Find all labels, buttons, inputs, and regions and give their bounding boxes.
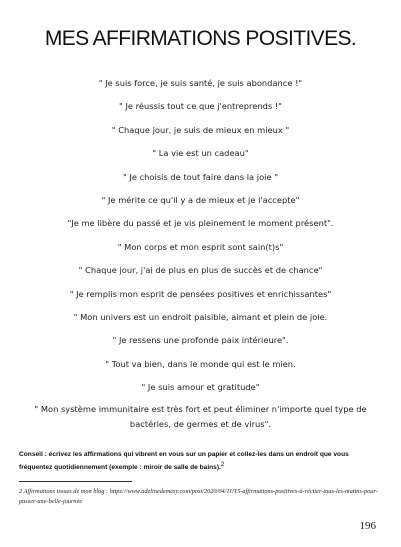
affirmation-item: " Tout va bien, dans le monde qui est le mien.: [105, 358, 296, 369]
affirmation-item: " Je ressens une profonde paix intérieure".: [112, 335, 289, 346]
affirmation-item: " La vie est un cadeau": [152, 148, 249, 159]
page-title: MES AFFIRMATIONS POSITIVES.: [44, 27, 357, 50]
affirmation-item: " Mon système immunitaire est très fort et peut éliminer n'importe quel type de bactéries, de germes et de virus".: [34, 404, 367, 430]
affirmation-item: " Je choisis de tout faire dans la joie ": [122, 171, 279, 182]
affirmation-item: " Je suis amour et gratitude": [141, 382, 260, 393]
advice-text: Conseil : écrivez les affirmations qui vibrent en vous sur un papier et collez-les dans un endroit que vous fréquentez quotidiennement (exemple : miroir de salle de bains).: [19, 451, 349, 472]
footnote: 2 Affirmations issues de mon blog : https://www.adelinedemesy.com/post/2020/04/11/15-affirmations-positives-à-réciter-tous-les-matins-pour-passer-une-belle-journée: [19, 488, 378, 505]
affirmation-item: " Je réussis tout ce que j'entreprends !": [119, 101, 282, 112]
affirmation-item: " Je suis force, je suis santé, je suis abondance !": [98, 78, 303, 88]
affirmation-item: " Chaque jour, je suis de mieux en mieux ": [111, 124, 290, 135]
affirmation-item: " Je mérite ce qu'il y a de mieux et je l'accepte": [101, 194, 300, 205]
affirmation-item: " Mon univers est un endroit paisible, aimant et plein de joie.: [73, 311, 328, 322]
page-number: 196: [359, 520, 376, 532]
affirmations-list: [28, 75, 373, 440]
affirmation-item: " Mon corps et mon esprit sont sain(t)s": [117, 241, 284, 252]
footnote-separator: [19, 481, 132, 482]
affirmation-item: " Chaque jour, j'ai de plus en plus de succès et de chance": [78, 265, 323, 276]
affirmation-item: " Je remplis mon esprit de pensées positives et enrichissantes": [69, 288, 332, 299]
footnote-reference[interactable]: 2: [220, 462, 225, 468]
advice-note: [19, 449, 379, 473]
affirmation-item: "Je me libère du passé et je vis pleinement le moment présent".: [67, 218, 334, 229]
